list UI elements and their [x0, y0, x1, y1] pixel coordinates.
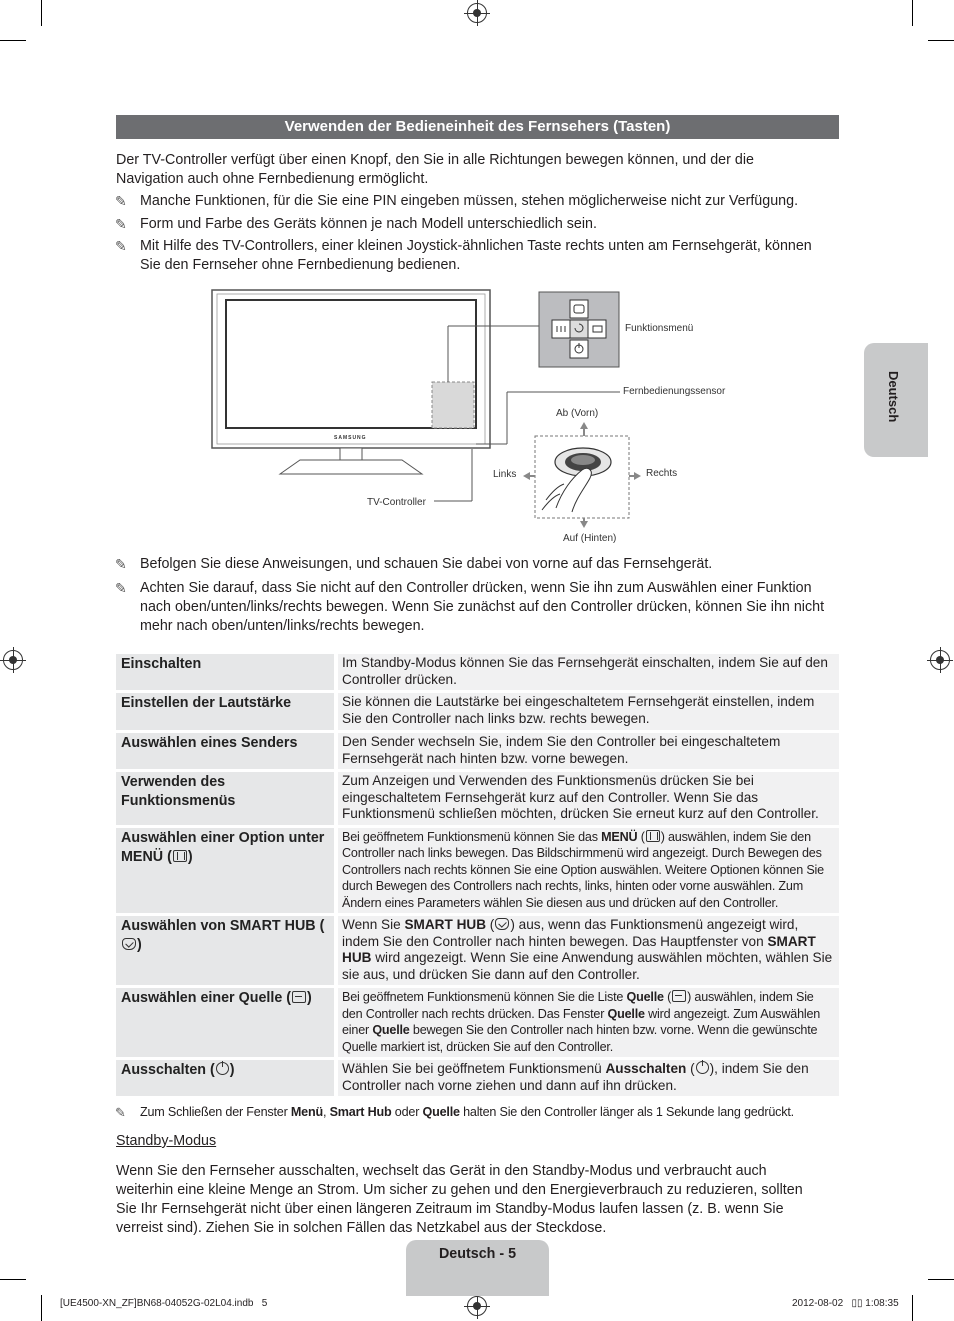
note-item: [115, 579, 830, 636]
table-row: [116, 988, 839, 1060]
power-icon: [216, 1062, 229, 1075]
value-text: wird angezeigt. Zum Auswählen einer: [342, 1006, 821, 1037]
note-text: Manche Funktionen, für die Sie eine PIN eingeben müssen, stehen möglicherweise nicht zur Verfügung.: [140, 193, 799, 209]
value-text: Wählen Sie bei geöffnetem Funktionsmenü: [342, 1061, 606, 1076]
footer-file-info: [UE4500-XN_ZF]BN68-04052G-02L04.indb 5: [60, 1298, 268, 1309]
table-value: Im Standby-Modus können Sie das Fernsehgerät einschalten, indem Sie auf den Controller drücken.: [338, 654, 839, 693]
note-pen-icon: ✎: [115, 1105, 126, 1120]
value-bold: MENÜ: [601, 829, 638, 844]
key-text: ): [187, 848, 193, 865]
crop-mark: [928, 1279, 954, 1280]
key-text: Auswählen einer Option unter MENÜ (: [121, 829, 325, 865]
note-pen-icon: ✎: [115, 556, 127, 572]
table-row: [116, 693, 839, 733]
page-number: Deutsch - 5: [438, 1246, 517, 1262]
tv-controller-diagram: [200, 286, 760, 548]
table-row: [116, 1060, 839, 1099]
value-text: ), indem Sie den Controller nach vorne ziehen und dann auf ihn drücken.: [342, 1061, 809, 1093]
value-bold: Quelle: [372, 1023, 410, 1037]
value-text: (: [663, 990, 672, 1004]
table-value: Zum Anzeigen und Verwenden des Funktionsmenüs drücken Sie bei eingeschaltetem Fernsehgerät kurz auf den Controller. Wenn Sie das Funktionsmenü schließen möchten, drücken Sie erneut kurz auf den Controller.: [338, 772, 839, 828]
label-tv-controller: TV-Controller: [367, 497, 426, 508]
key-text: Ausschalten (: [121, 1062, 215, 1078]
key-text: ): [307, 990, 312, 1006]
table-key: Einstellen der Lautstärke: [116, 693, 338, 733]
table-key: Auswählen eines Senders: [116, 733, 338, 772]
note-bold: Menü: [290, 1105, 323, 1119]
menu-icon: [646, 830, 660, 842]
smart-hub-icon: [122, 938, 136, 950]
note-text: Achten Sie darauf, dass Sie nicht auf den Controller drücken, wenn Sie ihn zum Auswählen einer Funktion nach oben/unten/links/rechts bewegen. Wenn Sie zunächst auf den Controller drücken, können Sie ihn nicht mehr nach oben/unten/links/rechts bewegen.: [140, 580, 825, 634]
value-text: bewegen Sie den Controller nach hinten bzw. vorne. Wenn die gewünschte Quelle markiert ist, drücken Sie auf den Controller.: [342, 1023, 818, 1054]
language-side-tab: [864, 343, 928, 457]
table-row: [116, 654, 839, 693]
value-text: (: [486, 917, 495, 932]
registration-mark-icon: [467, 1296, 487, 1316]
crop-mark: [928, 40, 954, 41]
intro-paragraph: Der TV-Controller verfügt über einen Knopf, den Sie in alle Richtungen bewegen können, und der die Navigation auch ohne Fernbedienung ermöglicht.: [116, 152, 754, 187]
value-text: Wenn Sie: [342, 917, 405, 932]
label-direction-down: Auf (Hinten): [563, 533, 617, 544]
label-function-menu: Funktionsmenü: [625, 323, 694, 334]
table-value: [338, 828, 839, 917]
footer-timestamp: 2012-08-02 ▯▯ 1:08:35: [792, 1298, 899, 1309]
standby-heading: Standby-Modus: [116, 1133, 217, 1149]
value-bold: SMART HUB: [404, 917, 487, 932]
value-bold: Quelle: [626, 990, 664, 1004]
note-text: oder: [391, 1105, 423, 1119]
value-bold: SMART HUB: [342, 933, 816, 965]
smart-hub-icon: [495, 918, 509, 930]
table-key: [116, 1060, 338, 1099]
section-title: Verwenden der Bedieneinheit des Fernsehers (Tasten): [116, 115, 839, 139]
table-value: Den Sender wechseln Sie, indem Sie den Controller bei eingeschaltetem Fernsehgerät nach hinten bzw. vorne bewegen.: [338, 733, 839, 772]
note-text: halten Sie den Controller länger als 1 Sekunde lang gedrückt.: [459, 1105, 794, 1119]
close-windows-note: [115, 1104, 794, 1121]
menu-icon: [173, 850, 187, 862]
value-text: Bei geöffnetem Funktionsmenü können Sie die Liste: [342, 990, 627, 1004]
key-text: ): [229, 1062, 235, 1078]
table-value: [338, 916, 839, 988]
note-item: [115, 192, 840, 211]
note-pen-icon: ✎: [115, 216, 127, 232]
label-direction-right: Rechts: [646, 468, 678, 479]
value-text: ) aus, wenn das Funktionsmenü angezeigt wird, indem Sie den Controller nach hinten bewegen. Das Hauptfenster von: [342, 917, 799, 949]
crop-mark: [41, 0, 42, 26]
note-text: Zum Schließen der Fenster: [140, 1105, 291, 1119]
table-key: Verwenden des Funktionsmenüs: [116, 772, 338, 828]
table-row: [116, 828, 839, 917]
table-value: [338, 988, 839, 1060]
value-bold: Quelle: [607, 1006, 645, 1021]
source-icon: [292, 991, 306, 1003]
table-key: [116, 916, 338, 988]
standby-paragraph: Wenn Sie den Fernseher ausschalten, wechselt das Gerät in den Standby-Modus und verbraucht auch weiterhin eine kleine Menge an Strom. Um sicher zu gehen und den Energieverbrauch zu reduzieren, sollten Sie Ihr Fernsehgerät nicht über einen längeren Zeitraum im Standby-Modus laufen lassen (z. B. wenn Sie verreist sind). Ziehen Sie in solchen Fällen das Netzkabel aus der Steckdose.: [116, 1163, 803, 1236]
table-row: [116, 733, 839, 772]
label-direction-up: Ab (Vorn): [556, 408, 599, 419]
crop-mark: [0, 40, 26, 41]
note-text: ,: [322, 1105, 330, 1119]
table-key: Einschalten: [116, 654, 338, 693]
table-row: [116, 916, 839, 988]
note-bold: Smart Hub: [329, 1105, 392, 1119]
note-item: [115, 555, 830, 574]
power-icon: [696, 1061, 709, 1074]
note-text: Mit Hilfe des TV-Controllers, einer kleinen Joystick-ähnlichen Taste rechts unten am Fernsehgerät, können Sie den Fernseher ohne Fernbedienung bedienen.: [140, 238, 812, 273]
registration-mark-icon: [467, 3, 487, 23]
registration-mark-icon: [930, 650, 950, 670]
page-number-tab: [406, 1240, 549, 1296]
key-text: Auswählen einer Quelle (: [121, 990, 292, 1006]
value-text: (: [686, 1061, 695, 1076]
table-value: Sie können die Lautstärke bei eingeschaltetem Fernsehgerät einstellen, indem Sie den Controller nach links bzw. rechts bewegen.: [338, 693, 839, 733]
key-text: Auswählen von SMART HUB (: [121, 918, 325, 934]
value-text: ) auswählen, indem Sie den Controller nach links bewegen. Das Bildschirmmenü wird angezeigt. Durch Bewegen des Controllers nach rechts können Sie eine Option auswählen. Weitere Optionen können Sie durch Bewegen des Controllers nach rechts, links, hinten oder vorne auswählen. Zum Ändern eines Parameters wählen Sie diesen aus und drücken auf den Controller.: [342, 829, 824, 910]
registration-mark-icon: [3, 650, 23, 670]
note-text: Form und Farbe des Geräts können je nach Modell unterschiedlich sein.: [140, 216, 597, 232]
note-pen-icon: ✎: [115, 238, 127, 254]
value-text: wird angezeigt. Wenn Sie eine Anwendung auswählen möchten, wählen Sie sie aus, und drücken Sie dann auf den Controller.: [342, 950, 833, 982]
note-pen-icon: ✎: [115, 580, 127, 596]
value-text: ) auswählen, indem Sie den Controller nach rechts drücken. Das Fenster: [342, 990, 814, 1021]
note-bold: Quelle: [422, 1105, 460, 1119]
value-bold: Ausschalten: [605, 1061, 687, 1076]
language-label: Deutsch: [886, 371, 901, 423]
note-item: [115, 215, 840, 234]
label-direction-left: Links: [493, 469, 517, 480]
tv-brand-label: SAMSUNG: [334, 435, 367, 441]
crop-mark: [0, 1279, 26, 1280]
label-remote-sensor: Fernbedienungssensor: [623, 386, 726, 397]
crop-mark: [912, 1295, 913, 1321]
note-text: Befolgen Sie diese Anweisungen, und schauen Sie dabei von vorne auf das Fernsehgerät.: [140, 556, 713, 572]
note-pen-icon: ✎: [115, 193, 127, 209]
crop-mark: [912, 0, 913, 26]
table-key: [116, 828, 338, 917]
table-value: [338, 1060, 839, 1099]
key-text: ): [137, 937, 142, 953]
table-row: [116, 772, 839, 828]
note-item: [115, 237, 830, 275]
table-key: [116, 988, 338, 1060]
value-text: (: [637, 829, 645, 844]
crop-mark: [41, 1295, 42, 1321]
controller-function-table: [116, 654, 839, 1099]
value-text: Bei geöffnetem Funktionsmenü können Sie das: [342, 829, 602, 844]
source-icon: [672, 990, 686, 1002]
